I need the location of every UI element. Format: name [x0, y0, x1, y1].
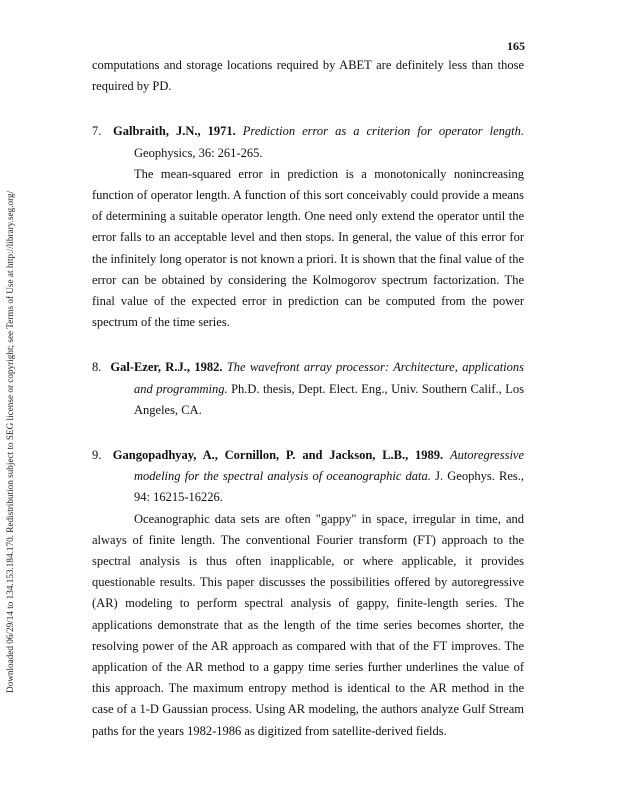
reference-abstract: The mean-squared error in prediction is a monotonically nonincreasing function of operator length. A function of this sort conceivably could provide a means of determining a suitable operator length. One need only extend the operator until the error falls to an acceptable level and then stops. In general, the value of this error for the infinitely long operator is not known a priori. It is shown that the final value of the error can be obtained by considering the Kolmogorov spectrum factorization. The final value of the expected error in prediction can be computed from the power spectrum of the time series. — [92, 166, 524, 330]
reference-number: 9. — [92, 448, 102, 463]
reference-entry — [92, 357, 524, 421]
reference-citation — [92, 445, 524, 509]
document-body — [92, 55, 524, 742]
reference-source: Geophysics, 36: 261-265. — [134, 145, 263, 160]
reference-citation — [92, 121, 524, 163]
reference-abstract: Oceanographic data sets are often "gappy" in space, irregular in time, and always of finite length. The conventional Fourier transform (FT) approach to the spectral analysis is thus often inapplicable, or where applicable, it provides questionable results. This paper discusses the possibilities offered by autoregressive (AR) modeling to perform spectral analysis of gappy, finite-length series. The applications demonstrate that as the length of the time series becomes shorter, the resolving power of the AR approach as compared with that of the FT improves. The application of the AR method to a gappy time series further underlines the value of this approach. The maximum entropy method is identical to the AR method in the case of a 1-D Gaussian process. Using AR modeling, the authors analyze Gulf Stream paths for the years 1982-1986 as digitized from satellite-derived fields. — [92, 511, 524, 738]
reference-title: The wavefront array processor: Architecture, applications and programming. — [134, 360, 525, 396]
reference-source: Ph.D. thesis, Dept. Elect. Eng., Univ. Southern Calif., Los Angeles, CA. — [134, 381, 524, 417]
reference-number: 8. — [92, 360, 102, 375]
reference-title: Autoregressive modeling for the spectral analysis of oceanographic data. — [134, 448, 525, 484]
download-notice-text: Downloaded 06/29/14 to 134.153.184.170. Redistribution subject to SEG license or copyright; see Terms of Use at http://library.seg.org/ — [5, 190, 15, 693]
intro-paragraph: computations and storage locations required by ABET are definitely less than those required by PD. — [92, 58, 524, 94]
reference-entry — [92, 121, 524, 333]
reference-citation — [92, 357, 524, 421]
reference-source: J. Geophys. Res., 94: 16215-16226. — [134, 469, 524, 505]
download-notice — [2, 123, 18, 693]
reference-entry — [92, 445, 524, 742]
page-number: 165 — [507, 39, 525, 53]
reference-title: Prediction error as a criterion for operator length. — [242, 124, 525, 139]
reference-authors: Gal-Ezer, R.J., 1982. — [110, 360, 223, 375]
reference-number: 7. — [92, 124, 102, 139]
reference-authors: Gangopadhyay, A., Cornillon, P. and Jackson, L.B., 1989. — [112, 448, 444, 463]
reference-authors: Galbraith, J.N., 1971. — [113, 124, 236, 139]
